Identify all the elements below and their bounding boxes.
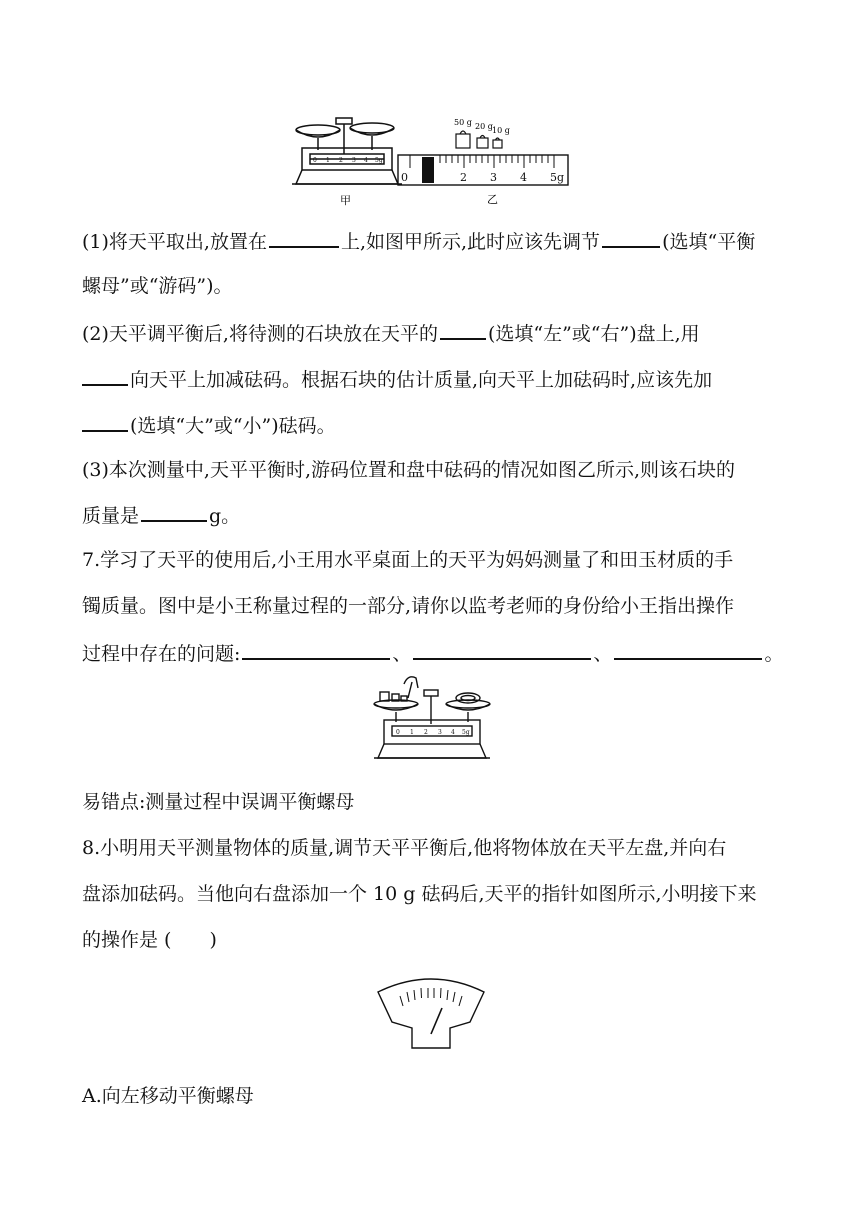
balance-q7-label-2: 2 <box>424 729 428 736</box>
q7-line3 <box>82 638 790 668</box>
answer-blank[interactable] <box>82 410 128 432</box>
figure-balance-and-ruler <box>280 110 580 210</box>
balance-q7-label-1: 1 <box>410 729 414 736</box>
answer-blank[interactable] <box>269 226 339 248</box>
balance-q7-tick-labels <box>396 729 470 736</box>
q7-text-l2: 镯质量。图中是小王称量过程的一部分,请你以监考老师的身份给小王指出操作 <box>82 595 735 617</box>
q8-option-a[interactable] <box>82 1082 790 1110</box>
q7-text-l1: 7.学习了天平的使用后,小王用水平桌面上的天平为妈妈测量了和田玉材质的手 <box>82 549 734 571</box>
q8-text-l1: 8.小明用天平测量物体的质量,调节天平平衡后,他将物体放在天平左盘,并向右 <box>82 837 727 859</box>
tweezers-icon <box>408 682 412 698</box>
q6-p2-text-c: 向天平上加减砝码。根据石块的估计质量,向天平上加砝码时,应该先加 <box>130 369 713 391</box>
balance-q7-label-3: 3 <box>438 729 442 736</box>
q8-option-a-text: A.向左移动平衡螺母 <box>82 1085 254 1107</box>
ruler-label-3: 3 <box>490 171 497 184</box>
q6-p2-text-b: (选填“左”或“右”)盘上,用 <box>487 323 700 345</box>
weight-label-50g: 50 g <box>454 118 472 127</box>
q7-line1 <box>82 546 790 574</box>
q6-p2-text-a: (2)天平调平衡后,将待测的石块放在天平的 <box>82 323 438 345</box>
balance-q7-label-4: 4 <box>451 729 455 736</box>
balance-jia-label-0: 0 <box>313 157 317 164</box>
q6-p3-text-b: 质量是 <box>82 505 140 527</box>
q6-p3-text-c: g。 <box>209 505 241 527</box>
q7-text-l3: 过程中存在的问题: <box>82 643 241 665</box>
answer-blank[interactable] <box>602 226 660 248</box>
balance-q7-label-5g: 5g <box>462 729 470 736</box>
bracelet-icon <box>456 693 480 703</box>
q7-separator-2: 、 <box>593 643 613 665</box>
ruler-label-0: 0 <box>401 171 408 184</box>
answer-blank[interactable] <box>614 638 762 660</box>
section-title <box>82 788 790 816</box>
q8-text-l2: 盘添加砝码。当他向右盘添加一个 10 g 砝码后,天平的指针如图所示,小明接下来 <box>82 883 757 905</box>
dial-pointer <box>431 1008 442 1034</box>
q8-line3 <box>82 926 790 954</box>
q8-text-l3: 的操作是 ( ) <box>82 929 217 951</box>
q6-p1-text-a: (1)将天平取出,放置在 <box>82 231 267 253</box>
ruler-label-5g: 5g <box>550 171 565 184</box>
ruler-label-4: 4 <box>520 171 527 184</box>
q6-p2-text-d: (选填“大”或“小”)砝码。 <box>130 415 336 437</box>
q8-line1 <box>82 834 790 862</box>
answer-blank[interactable] <box>440 318 486 340</box>
q6-part1-line2 <box>82 272 790 300</box>
figure-balance-weighing <box>372 672 502 768</box>
q6-part2-line1 <box>82 318 790 348</box>
q6-p3-text-a: (3)本次测量中,天平平衡时,游码位置和盘中砝码的情况如图乙所示,则该石块的 <box>82 459 736 481</box>
balance-scale-jia <box>292 118 402 184</box>
figure-pointer-dial <box>374 972 488 1052</box>
balance-jia-tick-labels <box>313 157 383 164</box>
balance-jia-label-2: 2 <box>339 157 343 164</box>
ruler-label-2: 2 <box>460 171 467 184</box>
rider-ruler <box>398 155 568 185</box>
q8-line2 <box>82 880 790 908</box>
balance-jia-label-4: 4 <box>364 157 368 164</box>
balance-jia-label-1: 1 <box>326 157 330 164</box>
balance-jia-label-3: 3 <box>352 157 356 164</box>
q6-p1-text-b: 上,如图甲所示,此时应该先调节 <box>340 231 601 253</box>
answer-blank[interactable] <box>242 638 390 660</box>
balance-jia-label-5g: 5g <box>375 157 383 164</box>
answer-blank[interactable] <box>82 364 128 386</box>
q6-part3-line2 <box>82 500 790 530</box>
q6-p1-text-d: 螺母”或“游码”)。 <box>82 275 233 297</box>
weight-label-20g: 20 g <box>475 122 493 131</box>
dial-scale-ticks <box>400 988 462 1006</box>
section-title-text: 易错点:测量过程中误调平衡螺母 <box>82 791 355 813</box>
answer-blank[interactable] <box>413 638 591 660</box>
caption-yi: 乙 <box>487 193 498 206</box>
q6-part2-line2 <box>82 364 790 394</box>
q7-line2 <box>82 592 790 620</box>
balance-q7-label-0: 0 <box>396 729 400 736</box>
q6-part3-line1 <box>82 456 790 484</box>
q7-end-mark: 。 <box>764 643 784 665</box>
answer-blank[interactable] <box>141 500 207 522</box>
caption-jia: 甲 <box>340 194 351 207</box>
q6-p1-text-c: (选填“平衡 <box>662 231 756 253</box>
q6-part2-line3 <box>82 410 790 440</box>
q6-part1-line1 <box>82 226 790 256</box>
weight-label-10g: 10 g <box>492 126 510 135</box>
q7-separator-1: 、 <box>392 643 412 665</box>
